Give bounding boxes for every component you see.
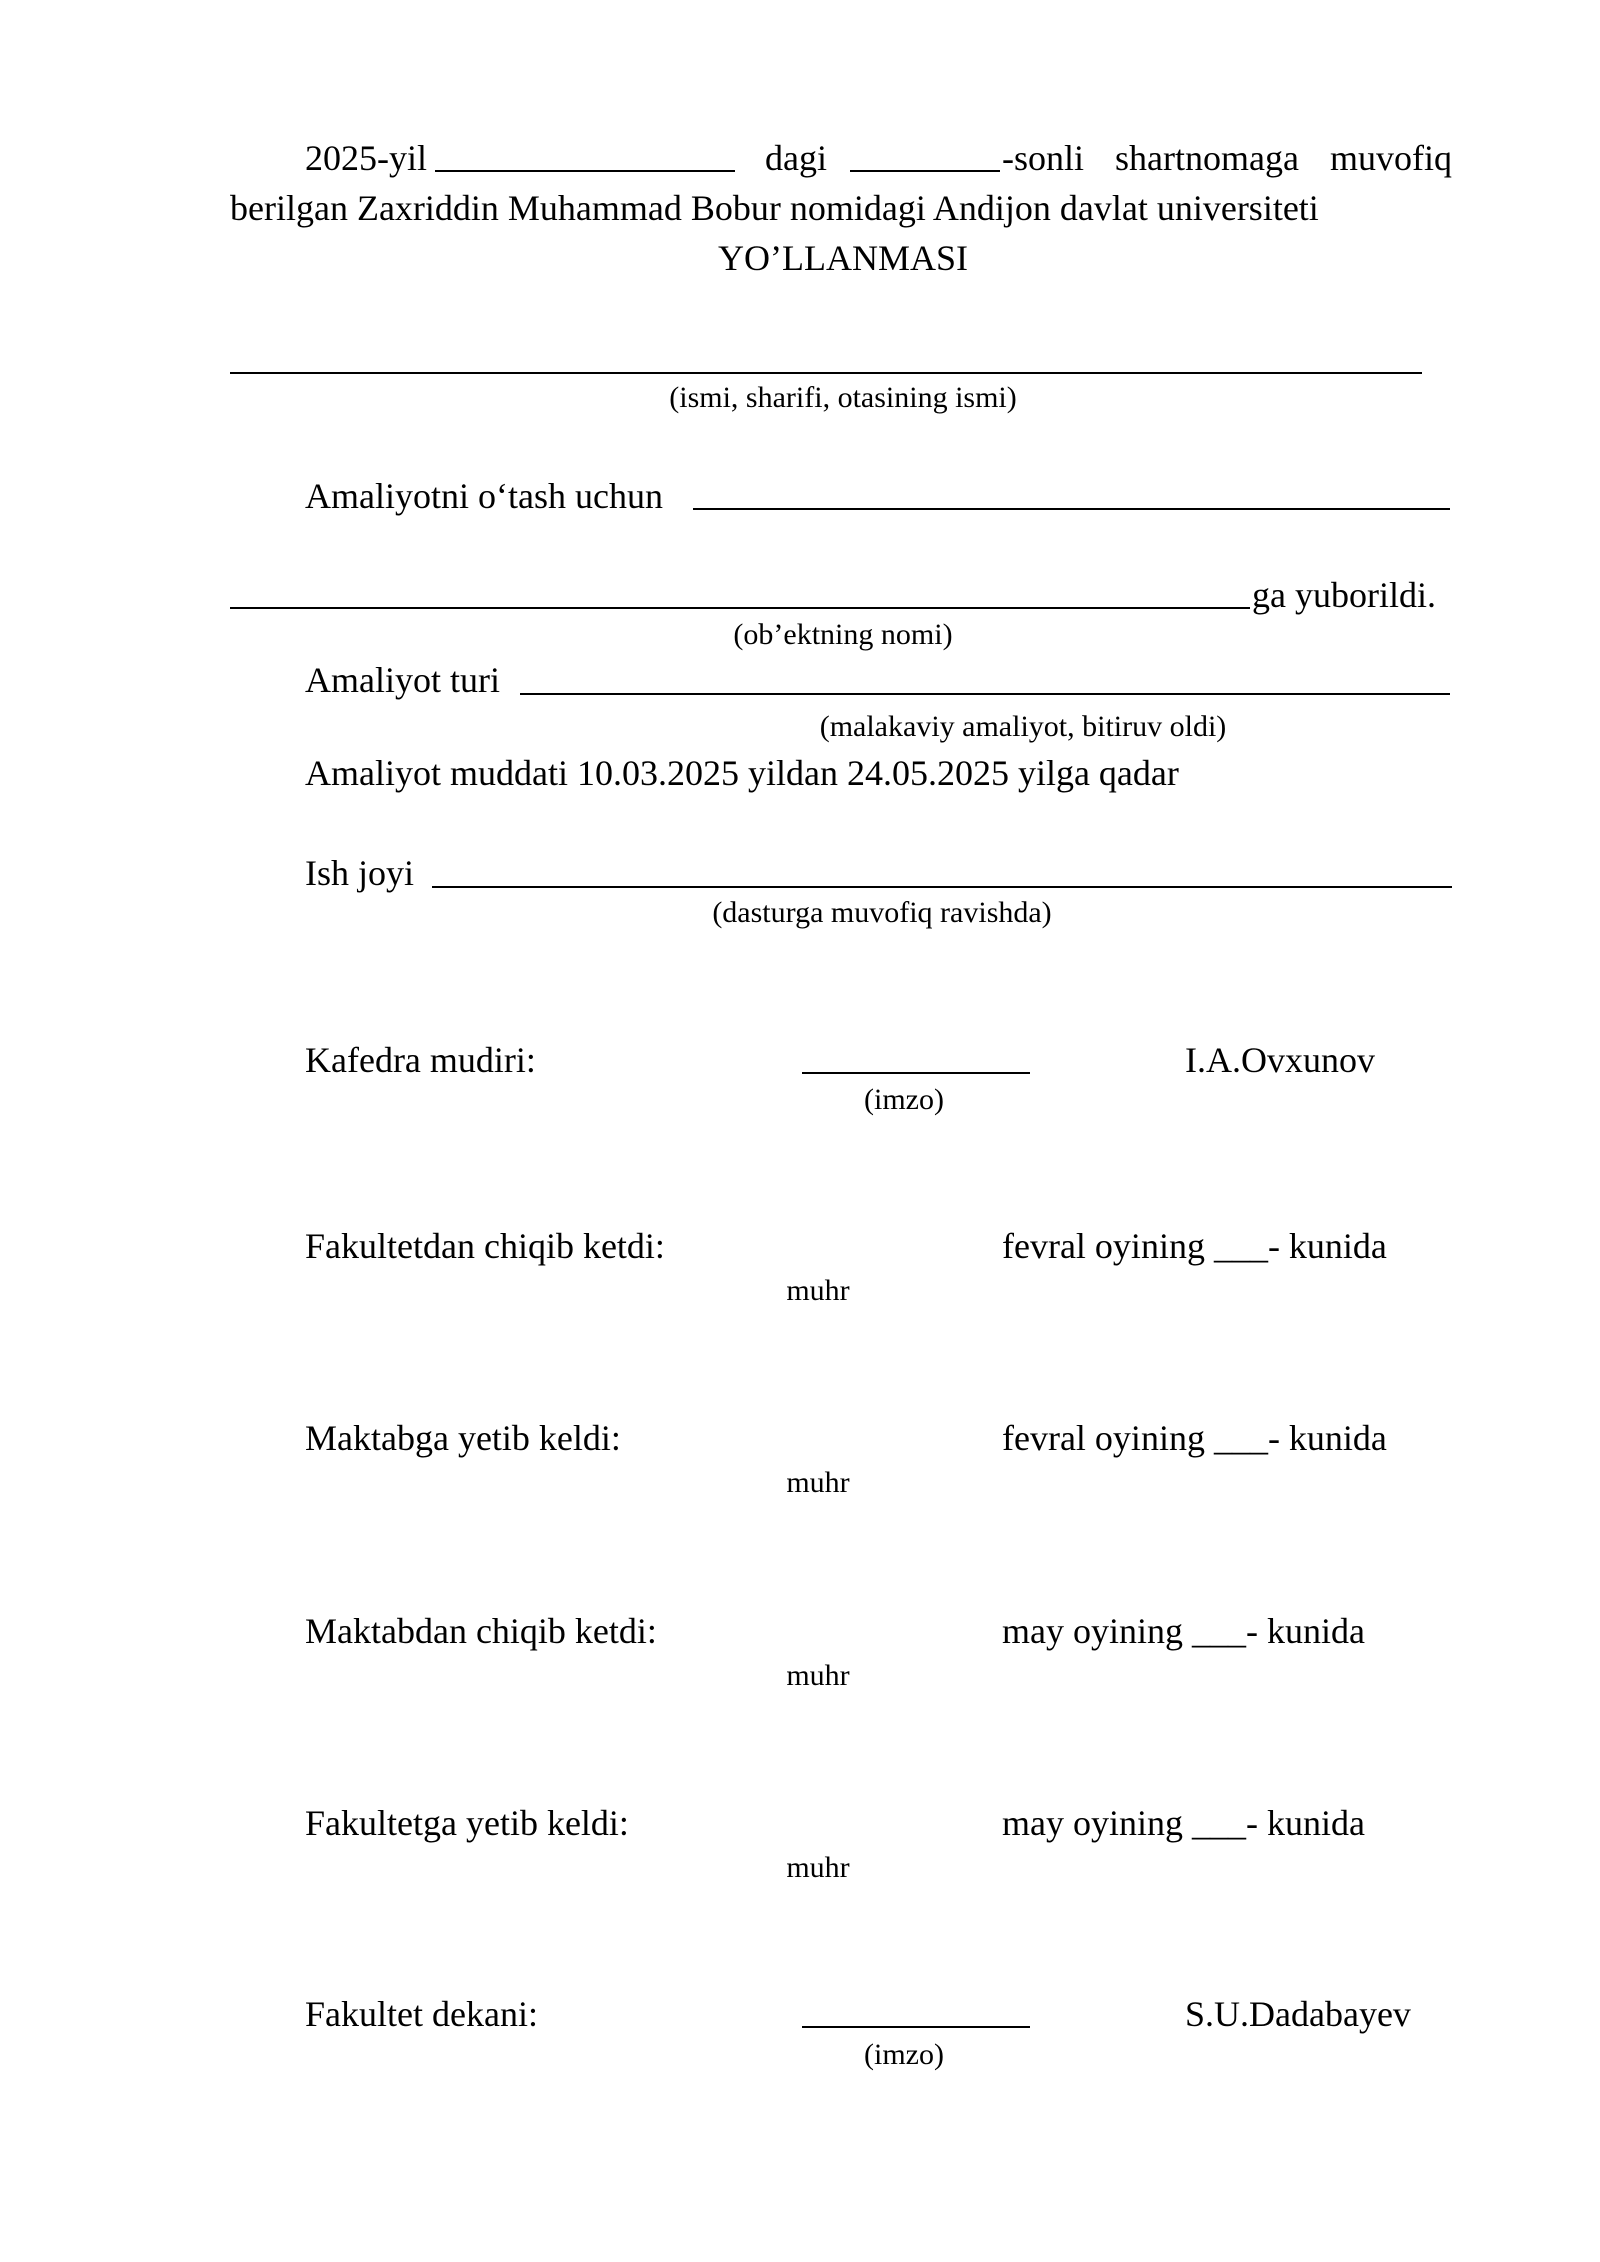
type-blank [520,693,1450,695]
stamp-label: Maktabdan chiqib ketdi: [305,1611,657,1651]
workplace-caption: (dasturga muvofiq ravishda) [712,896,1052,929]
dekan-signature-caption: (imzo) [864,2038,944,2071]
amaliyot-blank [693,508,1450,510]
seal-caption: muhr [786,1466,850,1499]
kafedra-signature-blank [802,1072,1030,1074]
kafedra-label: Kafedra mudiri: [305,1040,536,1080]
stamp-label: Fakultetga yetib keldi: [305,1803,629,1843]
kafedra-name: I.A.Ovxunov [1185,1040,1375,1080]
stamp-label: Fakultetdan chiqib ketdi: [305,1226,665,1266]
amaliyot-label: Amaliyotni o‘tash uchun [305,476,663,516]
stamp-label: Maktabga yetib keldi: [305,1418,621,1458]
duration-text: Amaliyot muddati 10.03.2025 yildan 24.05.2025 yilga qadar [305,753,1179,793]
header-dagi: dagi [765,138,827,178]
name-blank [230,372,1422,374]
type-caption: (malakaviy amaliyot, bitiruv oldi) [819,710,1227,743]
object-blank [230,607,1250,609]
contract-date-blank [435,170,735,172]
dekan-signature-blank [802,2026,1030,2028]
header-year: 2025-yil [305,138,427,178]
dekan-name: S.U.Dadabayev [1185,1994,1411,2034]
stamp-date: fevral oyining ___- kunida [1002,1226,1387,1266]
name-caption: (ismi, sharifi, otasining ismi) [669,381,1017,414]
kafedra-signature-caption: (imzo) [864,1083,944,1116]
stamp-date: fevral oyining ___- kunida [1002,1418,1387,1458]
stamp-date: may oyining ___- kunida [1002,1611,1365,1651]
contract-number-blank [850,170,1000,172]
type-label: Amaliyot turi [305,660,500,700]
dekan-label: Fakultet dekani: [305,1994,538,2034]
stamp-date: may oyining ___- kunida [1002,1803,1365,1843]
sent-suffix: ga yuborildi. [1252,575,1436,615]
header-sonli: -sonli [1002,138,1085,178]
object-caption: (ob’ektning nomi) [733,618,953,651]
document-title: YO’LLANMASI [718,238,968,278]
seal-caption: muhr [786,1851,850,1884]
workplace-label: Ish joyi [305,853,415,893]
header-muvofiq: muvofiq [1330,138,1452,178]
workplace-blank [432,886,1452,888]
header-university-line: berilgan Zaxriddin Muhammad Bobur nomidagi Andijon davlat universiteti [230,188,1319,228]
header-shartnomaga: shartnomaga [1115,138,1299,178]
seal-caption: muhr [786,1274,850,1307]
seal-caption: muhr [786,1659,850,1692]
